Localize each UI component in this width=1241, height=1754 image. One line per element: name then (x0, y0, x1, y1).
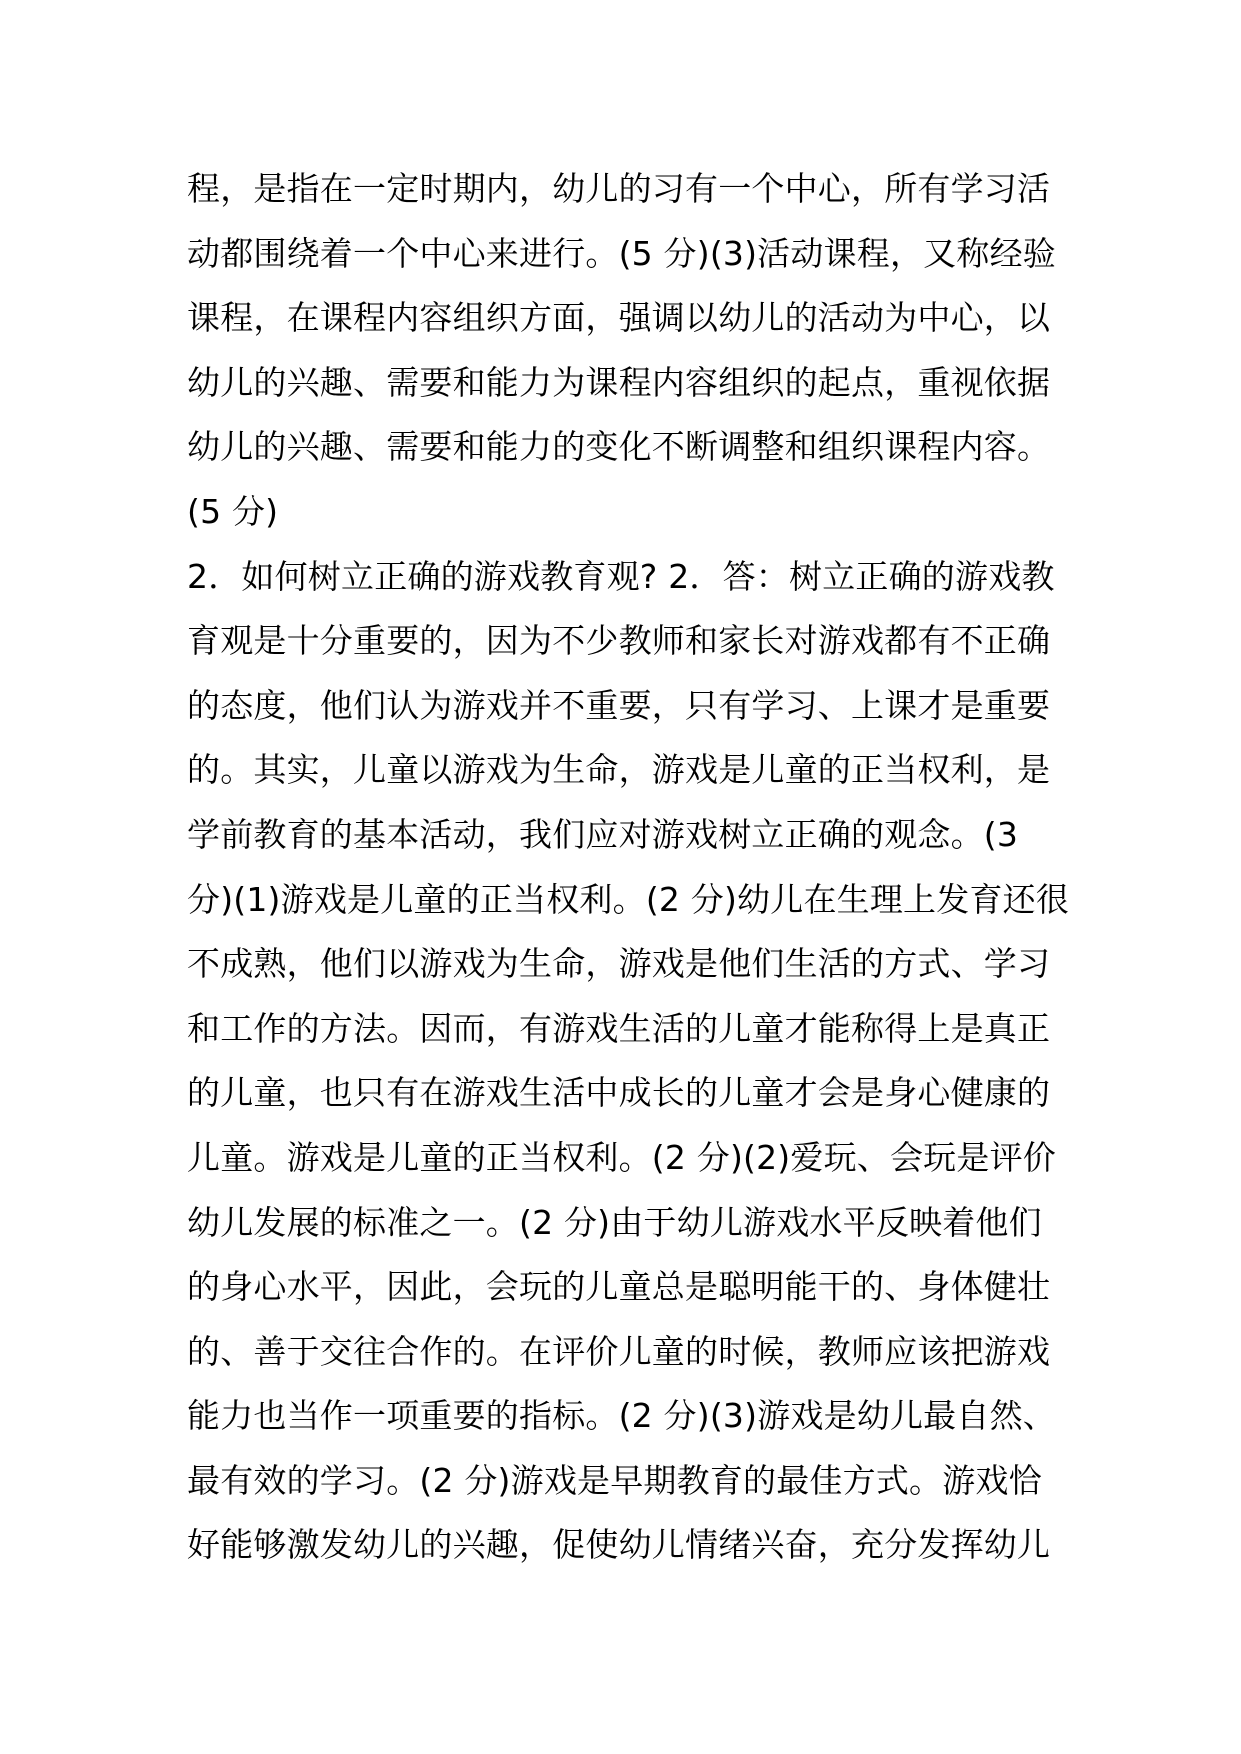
text-line: 的儿童，也只有在游戏生活中成长的儿童才会是身心健康的 (187, 1073, 1051, 1113)
text-line: 幼儿发展的标准之一。(2 分)由于幼儿游戏水平反映着他们 (187, 1202, 1042, 1242)
text-line: 的、善于交往合作的。在评价儿童的时候，教师应该把游戏 (187, 1331, 1051, 1371)
text-line: 和工作的方法。因而，有游戏生活的儿童才能称得上是真正 (187, 1008, 1051, 1048)
text-line: 最有效的学习。(2 分)游戏是早期教育的最佳方式。游戏恰 (187, 1460, 1042, 1500)
text-line: 育观是十分重要的，因为不少教师和家长对游戏都有不正确 (187, 621, 1051, 661)
text-line: 学前教育的基本活动，我们应对游戏树立正确的观念。(3 (187, 814, 1019, 854)
text-line: 2．如何树立正确的游戏教育观? 2．答：树立正确的游戏教 (187, 556, 1055, 596)
text-line: 课程，在课程内容组织方面，强调以幼儿的活动为中心，以 (187, 298, 1051, 338)
text-line: 程，是指在一定时期内，幼儿的习有一个中心，所有学习活 (187, 169, 1051, 208)
text-line: 好能够激发幼儿的兴趣，促使幼儿情绪兴奋，充分发挥幼儿 (187, 1525, 1051, 1565)
text-line: 的态度，他们认为游戏并不重要，只有学习、上课才是重要 (187, 685, 1051, 725)
text-line: 儿童。游戏是儿童的正当权利。(2 分)(2)爱玩、会玩是评价 (187, 1137, 1056, 1177)
text-line: 能力也当作一项重要的指标。(2 分)(3)游戏是幼儿最自然、 (187, 1396, 1056, 1436)
body-text (187, 157, 1070, 1578)
text-line: 动都围绕着一个中心来进行。(5 分)(3)活动课程，又称经验 (187, 233, 1056, 273)
text-line: 不成熟，他们以游戏为生命，游戏是他们生活的方式、学习 (187, 944, 1051, 984)
text-line: 幼儿的兴趣、需要和能力的变化不断调整和组织课程内容。 (187, 427, 1051, 467)
text-line: 幼儿的兴趣、需要和能力为课程内容组织的起点，重视依据 (187, 362, 1051, 402)
text-line: (5 分) (187, 491, 279, 531)
text-line: 的。其实，儿童以游戏为生命，游戏是儿童的正当权利，是 (187, 750, 1051, 790)
text-line: 的身心水平，因此，会玩的儿童总是聪明能干的、身体健壮 (187, 1267, 1051, 1307)
text-line: 分)(1)游戏是儿童的正当权利。(2 分)幼儿在生理上发育还很 (187, 879, 1070, 919)
